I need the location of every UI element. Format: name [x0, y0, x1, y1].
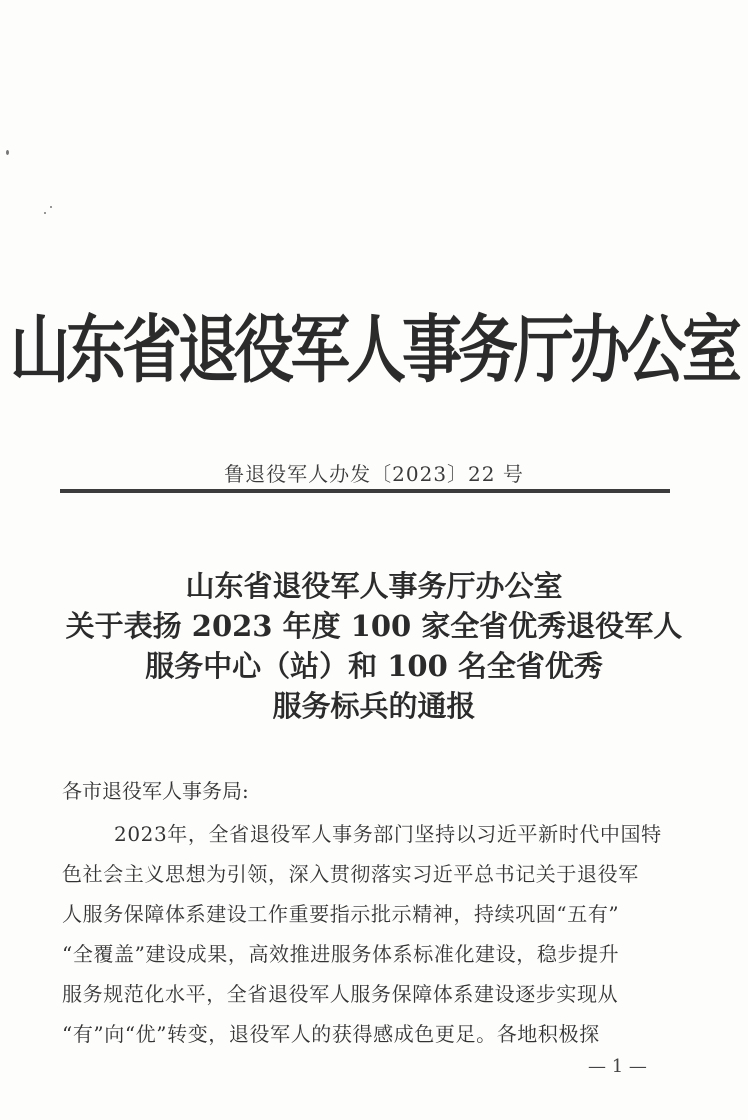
title-line: 关于表扬 2023 年度 100 家全省优秀退役军人 — [65, 609, 683, 643]
title-line: 山东省退役军人事务厅办公室 — [185, 569, 563, 603]
body-text — [62, 814, 692, 1054]
separator-rule — [60, 489, 670, 493]
salutation: 各市退役军人事务局: — [62, 779, 249, 803]
body-line: “全覆盖”建设成果，高效推进服务体系标准化建设，稳步提升 — [62, 942, 620, 966]
document-number: 鲁退役军人办发〔2023〕22 号 — [224, 462, 524, 486]
scan-speck — [50, 206, 52, 208]
title-line: 服务中心（站）和 100 名全省优秀 — [145, 649, 603, 683]
body-line: 2023年，全省退役军人事务部门坚持以习近平新时代中国特 — [114, 822, 662, 846]
body-line: “有”向“优”转变，退役军人的获得感成色更足。各地积极探 — [62, 1022, 600, 1046]
body-line: 服务规范化水平，全省退役军人服务保障体系建设逐步实现从 — [62, 982, 619, 1006]
scan-speck — [44, 212, 46, 214]
scan-speck — [6, 150, 9, 155]
page-number: — 1 — — [588, 1056, 647, 1077]
body-line: 色社会主义思想为引领，深入贯彻落实习近平总书记关于退役军 — [62, 862, 639, 886]
notice-title — [0, 566, 748, 726]
issuer-masthead: 山东省退役军人事务厅办公室 — [10, 307, 738, 394]
body-line: 人服务保障体系建设工作重要指示批示精神，持续巩固“五有” — [62, 902, 620, 926]
title-line: 服务标兵的通报 — [272, 689, 476, 723]
